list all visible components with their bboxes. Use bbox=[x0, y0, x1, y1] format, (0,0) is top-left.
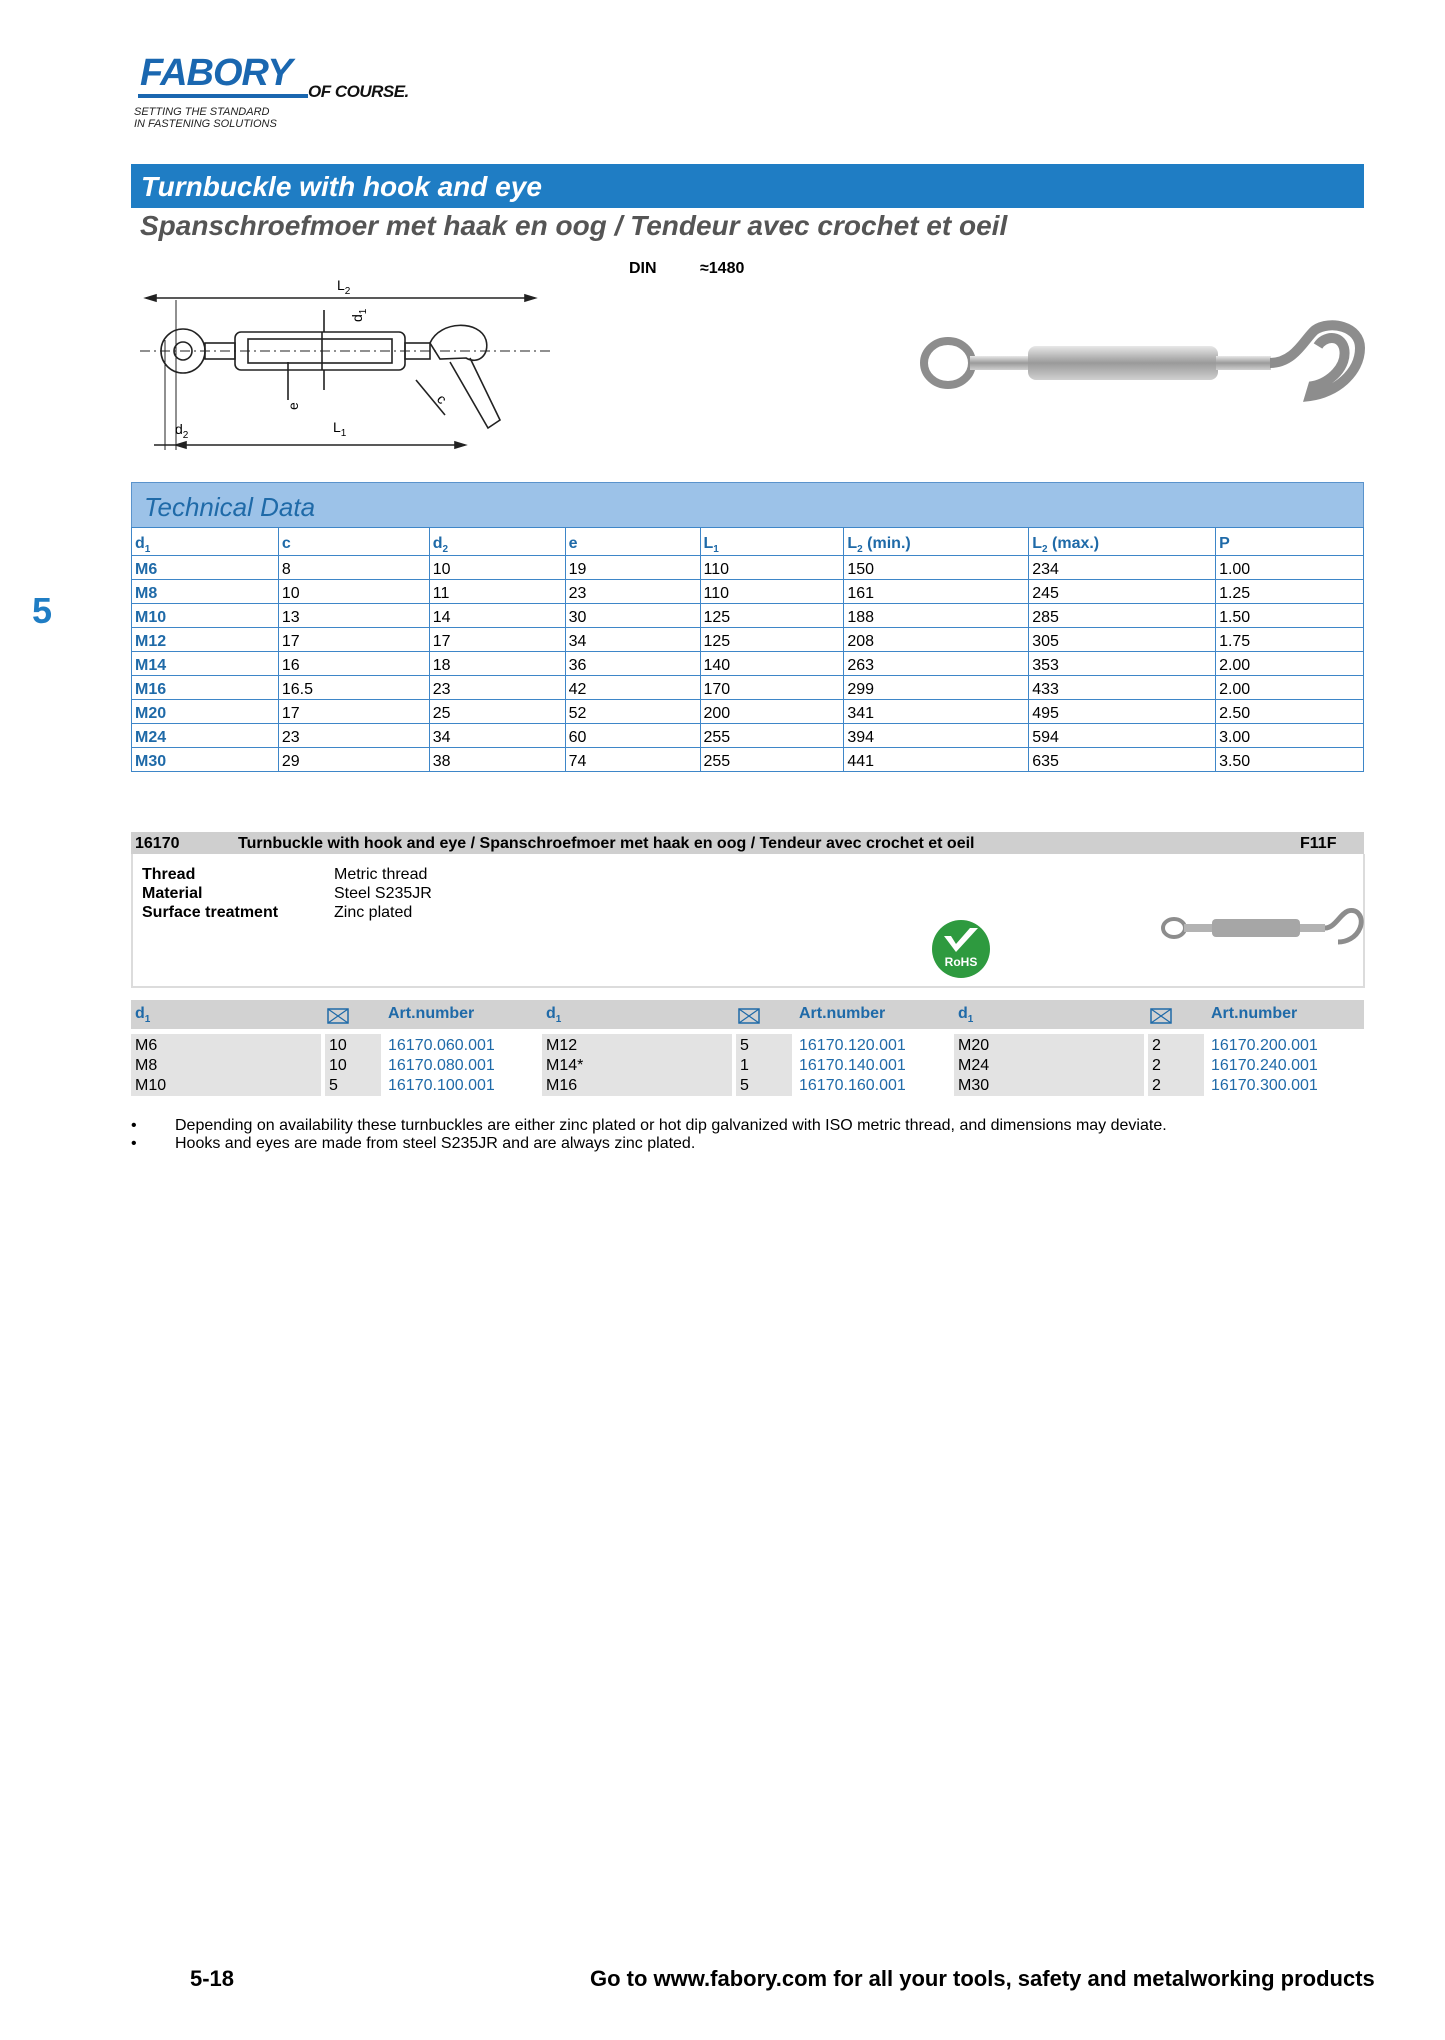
package-icon bbox=[738, 1008, 760, 1024]
table-cell: 8 bbox=[278, 556, 429, 580]
hook-head bbox=[430, 325, 487, 360]
table-cell: 495 bbox=[1029, 700, 1216, 724]
logo-sub-line-2: IN FASTENING SOLUTIONS bbox=[134, 118, 277, 130]
row-label: M12 bbox=[132, 628, 279, 652]
table-cell: 14 bbox=[429, 604, 565, 628]
photo-hook-shank bbox=[1216, 356, 1271, 370]
package-icon bbox=[327, 1008, 349, 1024]
table-cell: 3.50 bbox=[1216, 748, 1364, 772]
article-quantities: 2 2 2 bbox=[1152, 1037, 1161, 1094]
row-label: M16 bbox=[132, 676, 279, 700]
table-cell: 161 bbox=[844, 580, 1029, 604]
note-2: Hooks and eyes are made from steel S235JR and are always zinc plated. bbox=[175, 1135, 696, 1152]
table-cell: 30 bbox=[565, 604, 700, 628]
package-icon bbox=[1150, 1008, 1172, 1024]
table-row bbox=[132, 724, 1364, 748]
table-cell: 441 bbox=[844, 748, 1029, 772]
table-cell: 23 bbox=[565, 580, 700, 604]
table-cell: 10 bbox=[278, 580, 429, 604]
table-cell: 13 bbox=[278, 604, 429, 628]
table-row bbox=[132, 652, 1364, 676]
arrow-icon bbox=[146, 295, 156, 301]
tech-column-header: $L_1$ bbox=[700, 528, 844, 556]
table-cell: 17 bbox=[429, 628, 565, 652]
spec-value-thread: Metric thread bbox=[334, 866, 428, 883]
technical-data-heading: Technical Data bbox=[144, 492, 316, 522]
table-cell: 1.75 bbox=[1216, 628, 1364, 652]
article-d1-header: $d_1$ bbox=[958, 1005, 974, 1026]
article-quantities: 5 1 5 bbox=[740, 1037, 749, 1094]
spec-label-thread: Thread bbox=[142, 866, 196, 883]
photo-body bbox=[1028, 346, 1218, 380]
logo-tagline: OF COURSE. bbox=[308, 82, 409, 101]
row-label: M20 bbox=[132, 700, 279, 724]
note-1: Depending on availability these turnbuckles are either zinc plated or hot dip galvanized with ISO metric thread, and dimensions may deviate. bbox=[175, 1117, 1167, 1134]
bullet-icon: • bbox=[131, 1135, 137, 1152]
table-cell: 255 bbox=[700, 748, 844, 772]
page-subtitle: Spanschroefmoer met haak en oog / Tendeur avec crochet et oeil bbox=[140, 210, 1008, 241]
article-numbers: 16170.060.001 16170.080.001 16170.100.001 bbox=[388, 1037, 495, 1094]
row-label: M24 bbox=[132, 724, 279, 748]
table-cell: 74 bbox=[565, 748, 700, 772]
table-row bbox=[132, 628, 1364, 652]
spec-label-surface: Surface treatment bbox=[142, 904, 279, 921]
row-label: M14 bbox=[132, 652, 279, 676]
photo-eye-shank bbox=[970, 356, 1030, 370]
product-code: 16170 bbox=[135, 835, 180, 852]
article-sizes: M12 M14* M16 bbox=[546, 1037, 584, 1094]
tech-column-header: $d_1$ bbox=[132, 528, 279, 556]
table-cell: 245 bbox=[1029, 580, 1216, 604]
spec-value-surface: Zinc plated bbox=[334, 904, 413, 921]
table-cell: 1.50 bbox=[1216, 604, 1364, 628]
table-cell: 305 bbox=[1029, 628, 1216, 652]
article-d1-header: $d_1$ bbox=[546, 1005, 562, 1026]
table-cell: 140 bbox=[700, 652, 844, 676]
logo-subtitle bbox=[134, 106, 277, 130]
article-d1-header: $d_1$ bbox=[135, 1005, 151, 1026]
table-row bbox=[132, 700, 1364, 724]
table-cell: 125 bbox=[700, 628, 844, 652]
tech-column-header: $d_2$ bbox=[429, 528, 565, 556]
article-sizes: M20 M24 M30 bbox=[958, 1037, 990, 1094]
article-numbers: 16170.200.001 16170.240.001 16170.300.001 bbox=[1211, 1037, 1318, 1094]
table-cell: 188 bbox=[844, 604, 1029, 628]
logo-sub-line-1: SETTING THE STANDARD bbox=[134, 106, 270, 118]
technical-drawing bbox=[140, 270, 560, 450]
row-label: M30 bbox=[132, 748, 279, 772]
table-cell: 34 bbox=[429, 724, 565, 748]
table-row bbox=[132, 748, 1364, 772]
label-d2: $d_2$ bbox=[175, 421, 189, 441]
tech-column-header: e bbox=[565, 528, 700, 556]
table-row bbox=[132, 676, 1364, 700]
table-cell: 2.50 bbox=[1216, 700, 1364, 724]
footer-text: Go to www.fabory.com for all your tools, safety and metalworking products bbox=[590, 1966, 1375, 1991]
table-cell: 17 bbox=[278, 628, 429, 652]
table-cell: 299 bbox=[844, 676, 1029, 700]
table-row bbox=[132, 556, 1364, 580]
technical-data-table bbox=[131, 527, 1364, 772]
bullet-icon: • bbox=[131, 1117, 137, 1134]
spec-label-material: Material bbox=[142, 885, 203, 902]
arrow-icon bbox=[525, 295, 535, 301]
label-d1: $d_1$ bbox=[349, 308, 369, 322]
tech-column-header: c bbox=[278, 528, 429, 556]
table-cell: 170 bbox=[700, 676, 844, 700]
article-number-header: Art.number bbox=[388, 1005, 475, 1022]
table-cell: 255 bbox=[700, 724, 844, 748]
label-l1: $L_1$ bbox=[333, 419, 347, 439]
table-cell: 16.5 bbox=[278, 676, 429, 700]
table-cell: 34 bbox=[565, 628, 700, 652]
product-thumbnail bbox=[1160, 906, 1365, 946]
table-cell: 110 bbox=[700, 580, 844, 604]
row-label: M10 bbox=[132, 604, 279, 628]
table-cell: 200 bbox=[700, 700, 844, 724]
article-numbers: 16170.120.001 16170.140.001 16170.160.001 bbox=[799, 1037, 906, 1094]
page-title: Turnbuckle with hook and eye bbox=[141, 171, 542, 202]
article-quantities: 10 10 5 bbox=[329, 1037, 347, 1094]
table-cell: 3.00 bbox=[1216, 724, 1364, 748]
table-cell: 594 bbox=[1029, 724, 1216, 748]
table-cell: 38 bbox=[429, 748, 565, 772]
table-cell: 16 bbox=[278, 652, 429, 676]
hook-shape bbox=[450, 358, 500, 428]
table-cell: 635 bbox=[1029, 748, 1216, 772]
table-cell: 2.00 bbox=[1216, 676, 1364, 700]
table-cell: 19 bbox=[565, 556, 700, 580]
table-cell: 341 bbox=[844, 700, 1029, 724]
spec-value-material: Steel S235JR bbox=[334, 885, 432, 902]
product-photo bbox=[920, 318, 1370, 408]
table-cell: 110 bbox=[700, 556, 844, 580]
table-cell: 208 bbox=[844, 628, 1029, 652]
table-cell: 60 bbox=[565, 724, 700, 748]
technical-data-header bbox=[131, 482, 1364, 528]
arrow-icon bbox=[455, 442, 465, 448]
label-c: c bbox=[433, 390, 451, 408]
product-title: Turnbuckle with hook and eye / Spanschroefmoer met haak en oog / Tendeur avec crochet et oeil bbox=[238, 835, 975, 852]
table-cell: 17 bbox=[278, 700, 429, 724]
din-label: DIN bbox=[629, 260, 657, 277]
table-cell: 353 bbox=[1029, 652, 1216, 676]
table-cell: 10 bbox=[429, 556, 565, 580]
table-cell: 150 bbox=[844, 556, 1029, 580]
table-cell: 11 bbox=[429, 580, 565, 604]
brand-logo: FABORY bbox=[140, 52, 292, 94]
logo-underline bbox=[138, 94, 308, 98]
row-label: M8 bbox=[132, 580, 279, 604]
article-number-header: Art.number bbox=[799, 1005, 886, 1022]
arrow-icon bbox=[176, 442, 186, 448]
table-cell: 29 bbox=[278, 748, 429, 772]
title-bar bbox=[131, 164, 1364, 208]
tech-column-header: $L_2$ (min.) bbox=[844, 528, 1029, 556]
table-cell: 23 bbox=[429, 676, 565, 700]
checkmark-icon bbox=[940, 926, 982, 956]
row-label: M6 bbox=[132, 556, 279, 580]
label-e: e bbox=[285, 402, 301, 410]
tech-column-header: $L_2$ (max.) bbox=[1029, 528, 1216, 556]
table-cell: 52 bbox=[565, 700, 700, 724]
photo-eye bbox=[924, 341, 972, 385]
page-number: 5-18 bbox=[190, 1966, 235, 1991]
table-row bbox=[132, 604, 1364, 628]
label-l2: $L_2$ bbox=[337, 277, 351, 297]
product-classification: F11F bbox=[1300, 835, 1337, 852]
table-cell: 263 bbox=[844, 652, 1029, 676]
rohs-label: RoHS bbox=[944, 955, 978, 969]
tech-column-header: P bbox=[1216, 528, 1364, 556]
table-row bbox=[132, 580, 1364, 604]
article-sizes: M6 M8 M10 bbox=[135, 1037, 167, 1094]
table-cell: 234 bbox=[1029, 556, 1216, 580]
photo-hook bbox=[1270, 325, 1360, 396]
table-cell: 2.00 bbox=[1216, 652, 1364, 676]
table-cell: 25 bbox=[429, 700, 565, 724]
din-value: ≈1480 bbox=[700, 260, 745, 277]
table-cell: 1.00 bbox=[1216, 556, 1364, 580]
tech-header-row bbox=[132, 528, 1364, 556]
table-cell: 42 bbox=[565, 676, 700, 700]
table-cell: 433 bbox=[1029, 676, 1216, 700]
table-cell: 125 bbox=[700, 604, 844, 628]
section-number: 5 bbox=[32, 590, 53, 631]
table-cell: 394 bbox=[844, 724, 1029, 748]
table-cell: 23 bbox=[278, 724, 429, 748]
table-cell: 1.25 bbox=[1216, 580, 1364, 604]
table-cell: 285 bbox=[1029, 604, 1216, 628]
article-number-header: Art.number bbox=[1211, 1005, 1298, 1022]
table-cell: 36 bbox=[565, 652, 700, 676]
table-cell: 18 bbox=[429, 652, 565, 676]
